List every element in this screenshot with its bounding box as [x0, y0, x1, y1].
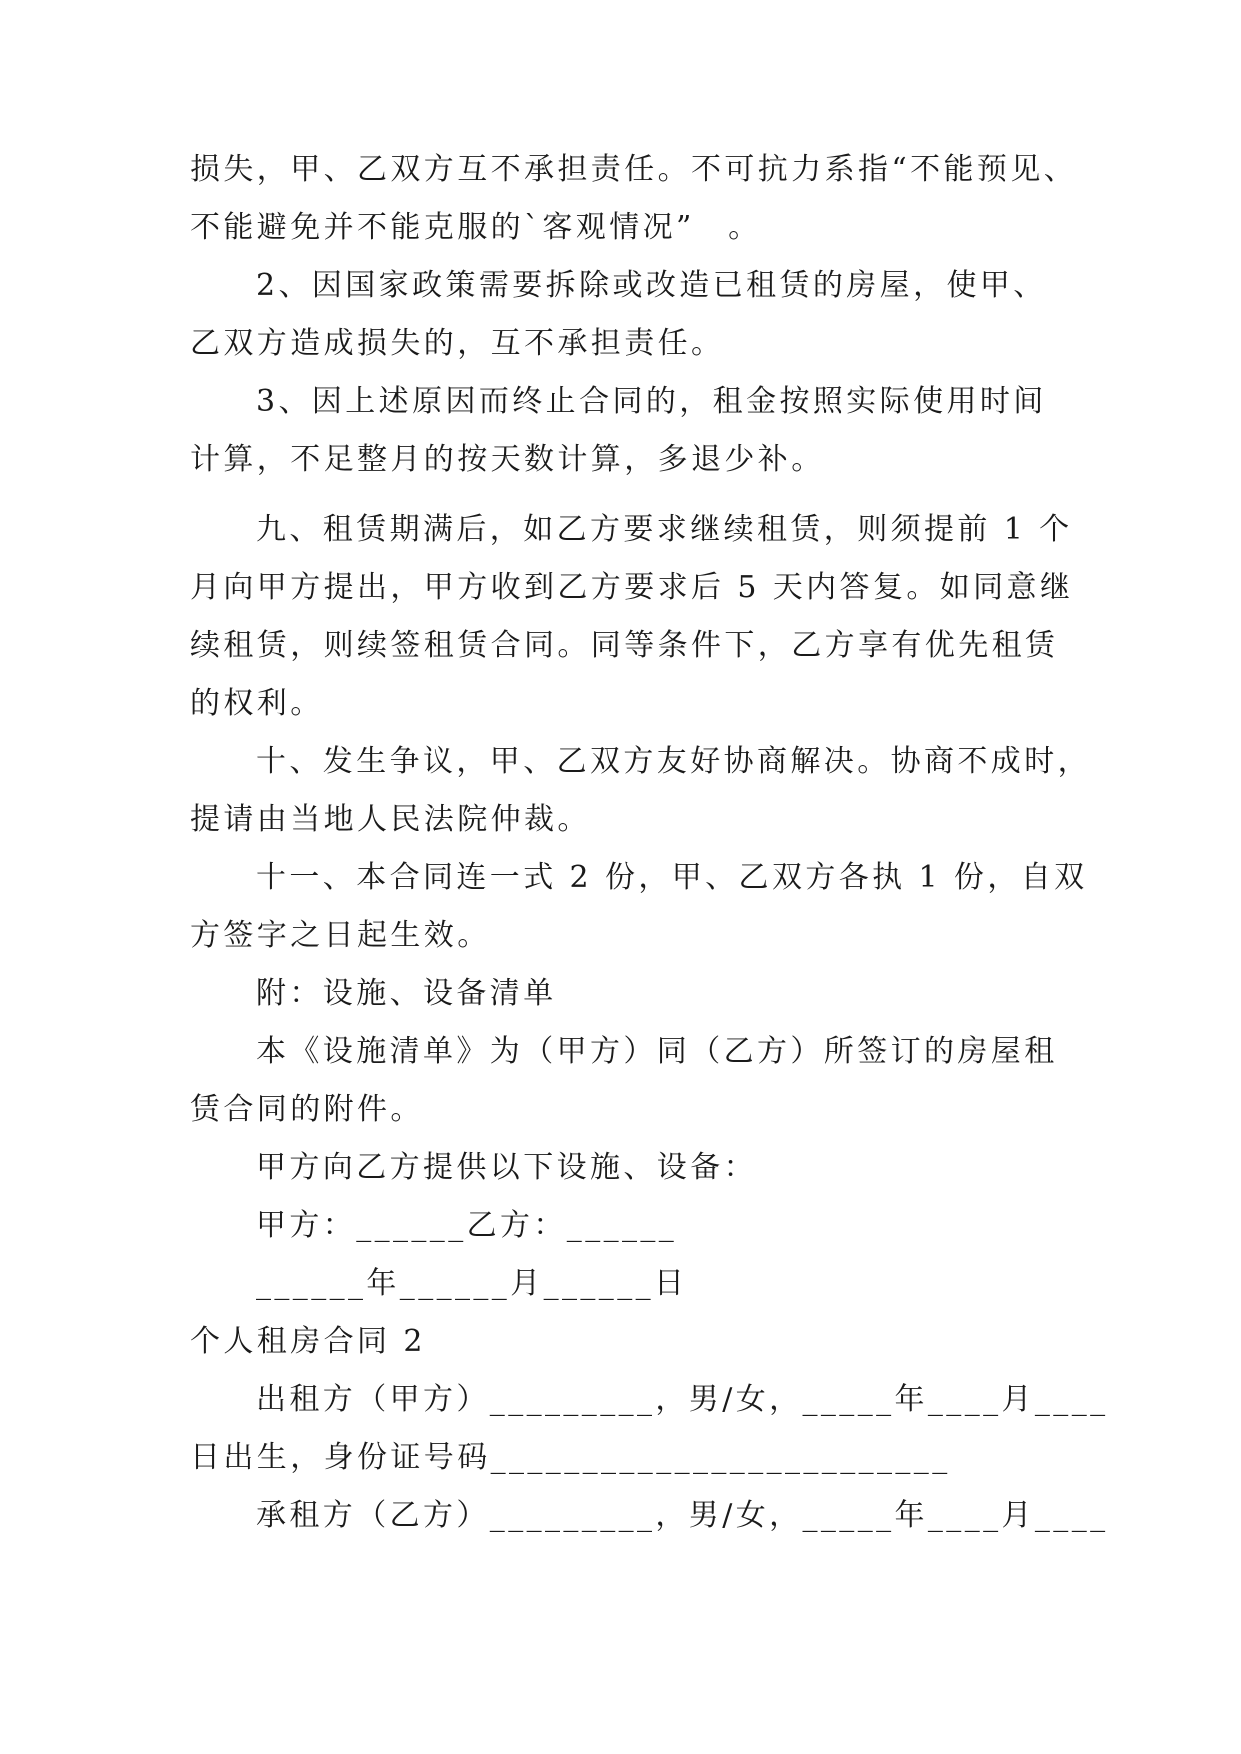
text-line: 十、发生争议，甲、乙双方友好协商解决。协商不成时， — [256, 744, 1091, 779]
section-heading: 个人租房合同 2 — [190, 1324, 426, 1359]
text-line: 出租方（甲方）_________，男/女，_____年____月____ — [256, 1382, 1109, 1417]
text-line: 承租方（乙方）_________，男/女，_____年____月____ — [256, 1498, 1109, 1533]
text-line: 2、因国家政策需要拆除或改造已租赁的房屋，使甲、 — [256, 268, 1047, 303]
text-line: 甲方向乙方提供以下设施、设备： — [256, 1150, 757, 1185]
text-line: 甲方：______乙方：______ — [256, 1208, 678, 1243]
text-line: 九、租赁期满后，如乙方要求继续租赁，则须提前 1 个 — [256, 512, 1073, 547]
text-line: 乙双方造成损失的，互不承担责任。 — [190, 326, 725, 361]
text-line: 计算，不足整月的按天数计算，多退少补。 — [190, 442, 825, 477]
text-line: 不能避免并不能克服的`客观情况” 。 — [190, 210, 762, 245]
text-line: 本《设施清单》为（甲方）同（乙方）所签订的房屋租 — [256, 1034, 1058, 1069]
text-line: 3、因上述原因而终止合同的，租金按照实际使用时间 — [256, 384, 1047, 419]
text-line: 赁合同的附件。 — [190, 1092, 424, 1127]
text-line: 续租赁，则续签租赁合同。同等条件下，乙方享有优先租赁 — [190, 628, 1059, 663]
text-line: 方签字之日起生效。 — [190, 918, 491, 953]
text-line: 日出生，身份证号码_________________________ — [190, 1440, 951, 1475]
text-line: ______年______月______日 — [256, 1266, 688, 1301]
text-line: 附：设施、设备清单 — [256, 976, 557, 1011]
text-line: 十一、本合同连一式 2 份，甲、乙双方各执 1 份，自双 — [256, 860, 1088, 895]
text-line: 损失，甲、乙双方互不承担责任。不可抗力系指“不能预见、 — [190, 152, 1078, 187]
text-line: 提请由当地人民法院仲裁。 — [190, 802, 591, 837]
text-line: 月向甲方提出，甲方收到乙方要求后 5 天内答复。如同意继 — [190, 570, 1074, 605]
text-line: 的权利。 — [190, 686, 324, 721]
